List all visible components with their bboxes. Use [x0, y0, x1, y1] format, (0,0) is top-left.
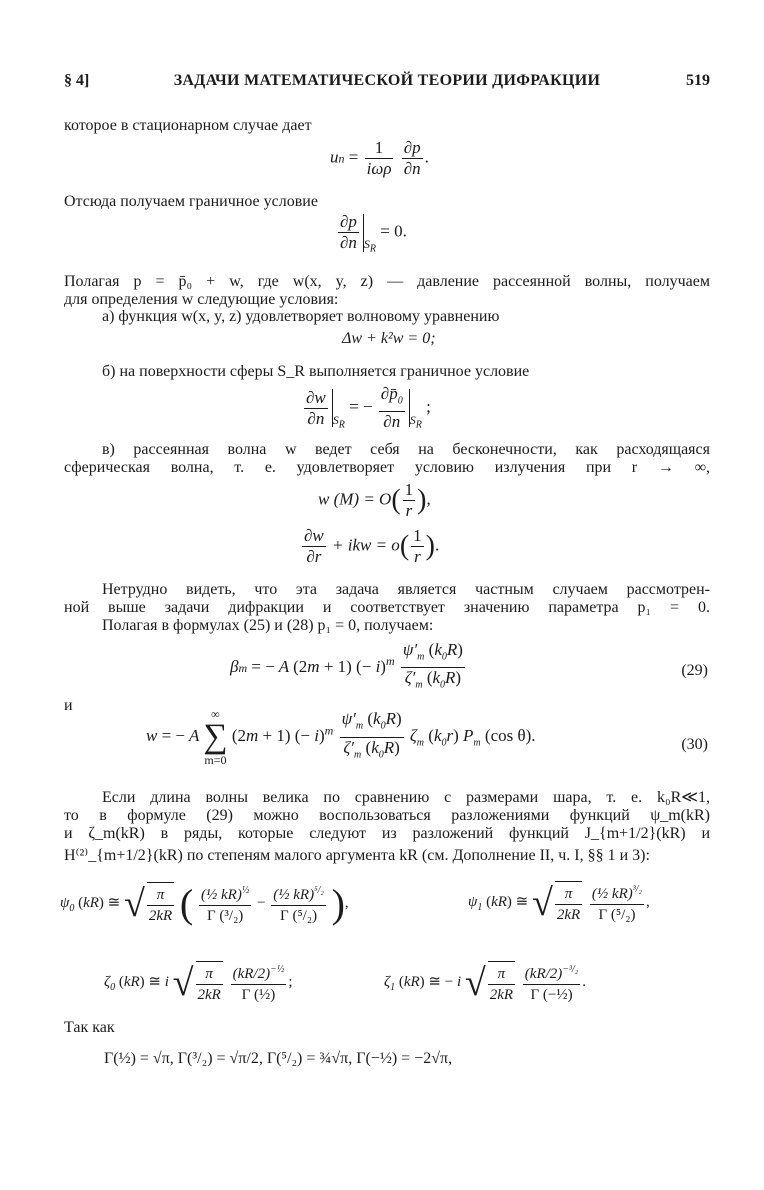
formula-un: un = $\frac{1}{\text{iωρ}}$ $\frac{\partial p}{\partial n}$ .	[330, 138, 429, 178]
paragraph-9d: H⁽²⁾_{m+1/2}(kR) по степеням малого аргумента kR (см. Дополнение II, ч. I, §§ 1 и 3):	[64, 847, 650, 864]
item-a: а) функция w(x, y, z) удовлетворяет волновому уравнению	[102, 308, 500, 325]
formula-gamma-values: Γ(½) = √π, Γ(³/₂) = √π/2, Γ(⁵/₂) = ¾√π, Γ(−½) = −2√π,	[104, 1050, 453, 1067]
section-mark: § 4]	[64, 72, 90, 89]
paragraph-3a: Полагая p = p̄₀ + w, где w(x, y, z) — давление рассеянной волны, получаем	[64, 273, 710, 290]
paragraph-2: Отсюда получаем граничное условие	[64, 193, 318, 210]
formula-radiation: $\frac{\partial w}{\partial r}$ + ikw = o( $\frac{1}{r}$ ).	[304, 526, 440, 566]
paragraph-7b: ной выше задачи дифракции и соответствует значению параметра p₁ = 0.	[64, 599, 710, 616]
paragraph-1: которое в стационарном случае дает	[64, 117, 312, 134]
conjunction-and: и	[64, 697, 73, 714]
item-b: б) на поверхности сферы S_R выполняется граничное условие	[102, 363, 530, 380]
formula-zeta0: $\zeta_0$ (kR) ≅ i √ $\frac{\pi}{2kR}$ $\frac{(kR/2)^{-\frac{1}{2}}}{\text{Γ (½)}}$ ;	[104, 961, 293, 1004]
paragraph-9b: то в формуле (29) можно воспользоваться разложениями функций ψ_m(kR)	[64, 807, 710, 824]
formula-boundary-w: $\frac{\partial w}{\partial n}$ $_{S_R}$ = − $\frac{\partial p̄_0}{\partial n}$ $_{S_R}$ ;	[306, 384, 431, 432]
formula-helmholtz: Δw + k²w = 0;	[342, 330, 436, 347]
equation-label-30: (30)	[681, 736, 708, 753]
running-header	[64, 72, 710, 94]
paragraph-7a: Нетрудно видеть, что эта задача является частным случаем рассмотрен-	[102, 581, 710, 598]
formula-psi1: $\psi_1$ (kR) ≅ √ $\frac{\pi}{2kR}$ $\frac{(\frac{1}{2} kR)^{^3/_2}}{\text{Γ (⁵/₂)}}$ ,	[468, 881, 650, 924]
paragraph-8: Полагая в формулах (25) и (28) p₁ = 0, получаем:	[102, 617, 434, 634]
paragraph-9c: и ζ_m(kR) в ряды, которые следуют из разложений функций J_{m+1/2}(kR) и	[64, 825, 710, 842]
item-c-line1: в) рассеянная волна w ведет себя на бесконечности, как расходящаяся	[102, 441, 710, 458]
paragraph-10: Так как	[64, 1019, 115, 1036]
formula-boundary-p: $\frac{\partial p}{\partial n}$ $_{S_R}$ = 0.	[340, 212, 407, 255]
item-c-line2: сферическая волна, т. е. удовлетворяет условию излучения при r → ∞,	[64, 459, 710, 476]
paragraph-3b: для определения w следующие условия:	[64, 291, 339, 308]
paragraph-9a: Если длина волны велика по сравнению с размерами шара, т. е. k₀R≪1,	[102, 789, 710, 806]
formula-29: βm = − A (2m + 1) (− i)$^m$ $\frac{\psi'_m (k_0R)}{\zeta'_m (k_0R)}$	[230, 640, 463, 691]
formula-zeta1: $\zeta_1$ (kR) ≅ − i √ $\frac{\pi}{2kR}$ $\frac{(kR/2)^{-^3/_2}}{\text{Γ (−½)}}$ .	[384, 961, 587, 1004]
formula-psi0: $\psi_0$ (kR) ≅ √ $\frac{\pi}{2kR}$ ( $\frac{(\frac{1}{2} kR)^{\frac{1}{2}}}{\text{Γ (³/₂)}}$ − $\frac{(\frac{1}{2} kR)^{^5/_2}}{\text{Γ (⁵/₂)}}$ ),	[60, 881, 349, 926]
formula-30: w = − A ∞ ∑ m=0 (2m + 1) (− i)$^m$ $\frac{\psi'_m (k_0R)}{\zeta'_m (k_0R)}$ $\zeta_m$ $(k_0r)$ $P_m$ (cos θ).	[146, 707, 536, 767]
equation-label-29: (29)	[681, 662, 708, 679]
formula-big-o: w (M) = O( $\frac{1}{r}$ ),	[318, 480, 431, 520]
page-number: 519	[686, 72, 710, 89]
chapter-title: ЗАДАЧИ МАТЕМАТИЧЕСКОЙ ТЕОРИИ ДИФРАКЦИИ	[173, 72, 601, 89]
